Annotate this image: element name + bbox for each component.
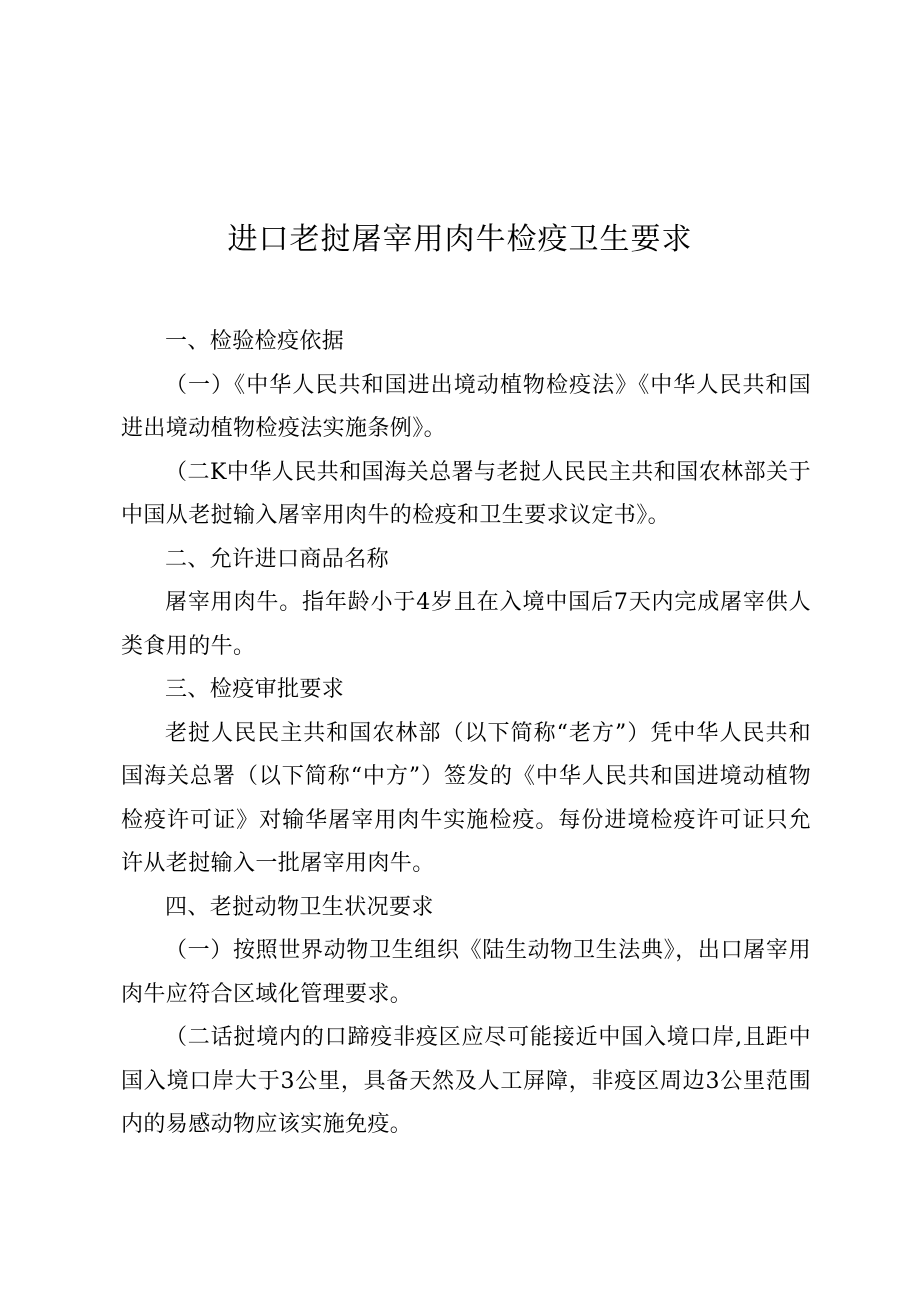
paragraph-product-name: 屠宰用肉牛。指年龄小于4岁且在入境中国后7天内完成屠宰供人类食用的牛。 xyxy=(121,590,811,659)
paragraph-basis-2: （二K中华人民共和国海关总署与老挝人民民主共和国农林部关于中国从老挝输入屠宰用肉牛的检疫和卫生要求议定书》。 xyxy=(121,459,811,528)
section-heading-2: 二、允许进口商品名称 xyxy=(165,546,390,572)
section-heading-4: 四、老挝动物卫生状况要求 xyxy=(165,894,434,920)
paragraph-health-1: （一）按照世界动物卫生组织《陆生动物卫生法典》，出口屠宰用肉牛应符合区域化管理要求。 xyxy=(121,938,811,1007)
paragraph-basis-1: （一）《中华人民共和国进出境动植物检疫法》《中华人民共和国进出境动植物检疫法实施条例》。 xyxy=(121,372,811,441)
section-heading-1: 一、检验检疫依据 xyxy=(165,329,345,354)
document-body xyxy=(121,320,811,1147)
paragraph-approval: 老挝人民民主共和国农林部（以下简称“老方”）凭中华人民共和国海关总署（以下简称“中方”）签发的《中华人民共和国进境动植物检疫许可证》对输华屠宰用肉牛实施检疫。每份进境检疫许可证只允许从老挝输入一批屠宰用肉牛。 xyxy=(121,720,811,876)
document-title: 进口老挝屠宰用肉牛检疫卫生要求 xyxy=(227,222,693,257)
paragraph-health-2: （二话挝境内的口蹄疫非疫区应尽可能接近中国入境口岸,且距中国入境口岸大于3公里，具备天然及人工屏障，非疫区周边3公里范围内的易感动物应该实施免疫。 xyxy=(121,1025,811,1137)
section-heading-3: 三、检疫审批要求 xyxy=(165,677,345,702)
